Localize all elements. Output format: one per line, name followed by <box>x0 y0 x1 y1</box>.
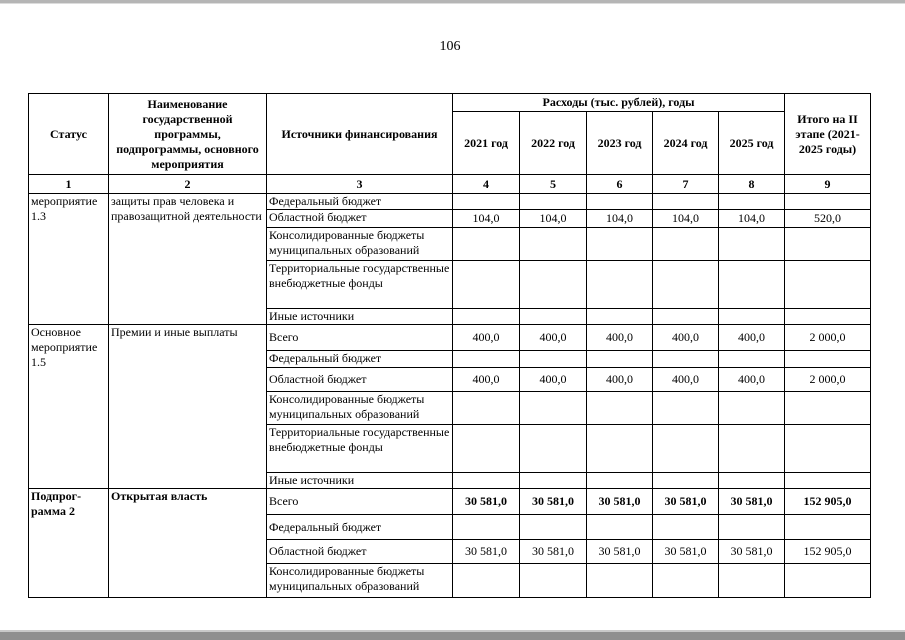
cell-value <box>719 392 785 425</box>
cell-value <box>453 261 520 309</box>
cell-value <box>653 425 719 473</box>
cell-value <box>719 425 785 473</box>
cell-value <box>653 261 719 309</box>
cell-total: 2 000,0 <box>785 368 871 392</box>
cell-value <box>520 515 587 540</box>
cell-total <box>785 194 871 210</box>
cell-value <box>520 564 587 598</box>
cell-value <box>719 194 785 210</box>
cell-value <box>453 515 520 540</box>
cell-value: 30 581,0 <box>653 489 719 515</box>
header-sources: Источники финансирования <box>267 94 453 175</box>
cell-total <box>785 564 871 598</box>
col-number: 5 <box>520 175 587 194</box>
row-name: Открытая власть <box>109 489 267 598</box>
col-number: 9 <box>785 175 871 194</box>
cell-value: 30 581,0 <box>719 489 785 515</box>
cell-value <box>719 515 785 540</box>
cell-total <box>785 515 871 540</box>
cell-value <box>653 351 719 368</box>
col-number: 1 <box>29 175 109 194</box>
cell-value <box>520 261 587 309</box>
cell-total <box>785 425 871 473</box>
cell-value: 400,0 <box>719 368 785 392</box>
cell-value <box>453 194 520 210</box>
cell-value <box>719 261 785 309</box>
cell-total: 152 905,0 <box>785 540 871 564</box>
cell-value: 400,0 <box>587 368 653 392</box>
row-source: Консолидированные бюджеты муниципальных образований <box>267 392 453 425</box>
cell-value <box>653 392 719 425</box>
cell-value: 104,0 <box>653 210 719 228</box>
table-row <box>29 489 871 515</box>
cell-value <box>719 309 785 325</box>
header-year: 2021 год <box>453 112 520 175</box>
header-year: 2023 год <box>587 112 653 175</box>
col-number: 8 <box>719 175 785 194</box>
row-source: Иные источники <box>267 473 453 489</box>
row-status: мероприятие 1.3 <box>29 194 109 325</box>
cell-value <box>520 194 587 210</box>
cell-value <box>653 473 719 489</box>
cell-value <box>453 392 520 425</box>
row-source: Иные источники <box>267 309 453 325</box>
cell-value <box>653 194 719 210</box>
cell-value: 30 581,0 <box>719 540 785 564</box>
cell-total <box>785 309 871 325</box>
cell-value: 400,0 <box>587 325 653 351</box>
row-status: Подпрог-рамма 2 <box>29 489 109 598</box>
cell-value: 400,0 <box>453 368 520 392</box>
cell-total <box>785 228 871 261</box>
row-source: Территориальные государственные внебюджетные фонды <box>267 261 453 309</box>
cell-value <box>520 351 587 368</box>
col-number: 7 <box>653 175 719 194</box>
cell-value <box>587 564 653 598</box>
cell-value: 104,0 <box>587 210 653 228</box>
page-number: 106 <box>439 39 461 54</box>
cell-value: 30 581,0 <box>653 540 719 564</box>
col-number: 3 <box>267 175 453 194</box>
cell-value <box>520 473 587 489</box>
cell-value <box>653 309 719 325</box>
cell-value <box>587 351 653 368</box>
cell-value <box>520 425 587 473</box>
row-source: Консолидированные бюджеты муниципальных образований <box>267 564 453 598</box>
cell-value <box>453 425 520 473</box>
header-name: Наименование государственной программы, подпрограммы, основного мероприятия <box>109 94 267 175</box>
header-total: Итого на II этапе (2021-2025 годы) <box>785 94 871 175</box>
cell-value <box>587 473 653 489</box>
cell-value <box>453 228 520 261</box>
cell-value: 30 581,0 <box>520 540 587 564</box>
cell-value: 104,0 <box>520 210 587 228</box>
cell-value <box>453 309 520 325</box>
cell-value: 30 581,0 <box>520 489 587 515</box>
table-row <box>29 325 871 351</box>
scan-edge-bottom <box>0 632 905 640</box>
row-source: Федеральный бюджет <box>267 194 453 210</box>
header-expenses: Расходы (тыс. рублей), годы <box>453 94 785 112</box>
row-source: Областной бюджет <box>267 540 453 564</box>
cell-value <box>587 309 653 325</box>
row-source: Федеральный бюджет <box>267 515 453 540</box>
cell-value: 400,0 <box>719 325 785 351</box>
row-source: Всего <box>267 325 453 351</box>
cell-value: 400,0 <box>653 325 719 351</box>
cell-value: 400,0 <box>653 368 719 392</box>
cell-total <box>785 473 871 489</box>
cell-value <box>587 425 653 473</box>
cell-total: 2 000,0 <box>785 325 871 351</box>
cell-value <box>653 228 719 261</box>
row-source: Федеральный бюджет <box>267 351 453 368</box>
cell-value <box>453 473 520 489</box>
cell-value <box>653 515 719 540</box>
cell-value: 400,0 <box>520 368 587 392</box>
row-name: защиты прав человека и правозащитной деятельности <box>109 194 267 325</box>
cell-value <box>719 473 785 489</box>
cell-value: 400,0 <box>520 325 587 351</box>
col-number: 2 <box>109 175 267 194</box>
cell-value <box>520 309 587 325</box>
cell-value: 30 581,0 <box>453 489 520 515</box>
row-source: Областной бюджет <box>267 210 453 228</box>
table-row <box>29 194 871 210</box>
cell-value <box>520 392 587 425</box>
cell-value: 104,0 <box>453 210 520 228</box>
cell-value: 400,0 <box>453 325 520 351</box>
scan-edge-top-shadow <box>0 3 905 4</box>
cell-value <box>653 564 719 598</box>
cell-value <box>453 564 520 598</box>
row-source: Консолидированные бюджеты муниципальных образований <box>267 228 453 261</box>
header-year: 2022 год <box>520 112 587 175</box>
cell-total: 152 905,0 <box>785 489 871 515</box>
cell-value <box>520 228 587 261</box>
cell-value <box>587 392 653 425</box>
cell-value <box>587 515 653 540</box>
cell-total <box>785 261 871 309</box>
col-number: 6 <box>587 175 653 194</box>
row-status: Основное мероприятие 1.5 <box>29 325 109 489</box>
cell-value <box>453 351 520 368</box>
header-status: Статус <box>29 94 109 175</box>
header-year: 2024 год <box>653 112 719 175</box>
cell-value <box>587 228 653 261</box>
cell-total <box>785 392 871 425</box>
cell-total: 520,0 <box>785 210 871 228</box>
cell-value: 30 581,0 <box>587 489 653 515</box>
row-source: Всего <box>267 489 453 515</box>
row-source: Областной бюджет <box>267 368 453 392</box>
cell-value: 30 581,0 <box>453 540 520 564</box>
cell-total <box>785 351 871 368</box>
header-year: 2025 год <box>719 112 785 175</box>
cell-value: 104,0 <box>719 210 785 228</box>
cell-value: 30 581,0 <box>587 540 653 564</box>
cell-value <box>719 564 785 598</box>
cell-value <box>587 194 653 210</box>
cell-value <box>719 351 785 368</box>
financing-table <box>28 93 871 598</box>
cell-value <box>719 228 785 261</box>
cell-value <box>587 261 653 309</box>
row-source: Территориальные государственные внебюджетные фонды <box>267 425 453 473</box>
row-name: Премии и иные выплаты <box>109 325 267 489</box>
col-number: 4 <box>453 175 520 194</box>
